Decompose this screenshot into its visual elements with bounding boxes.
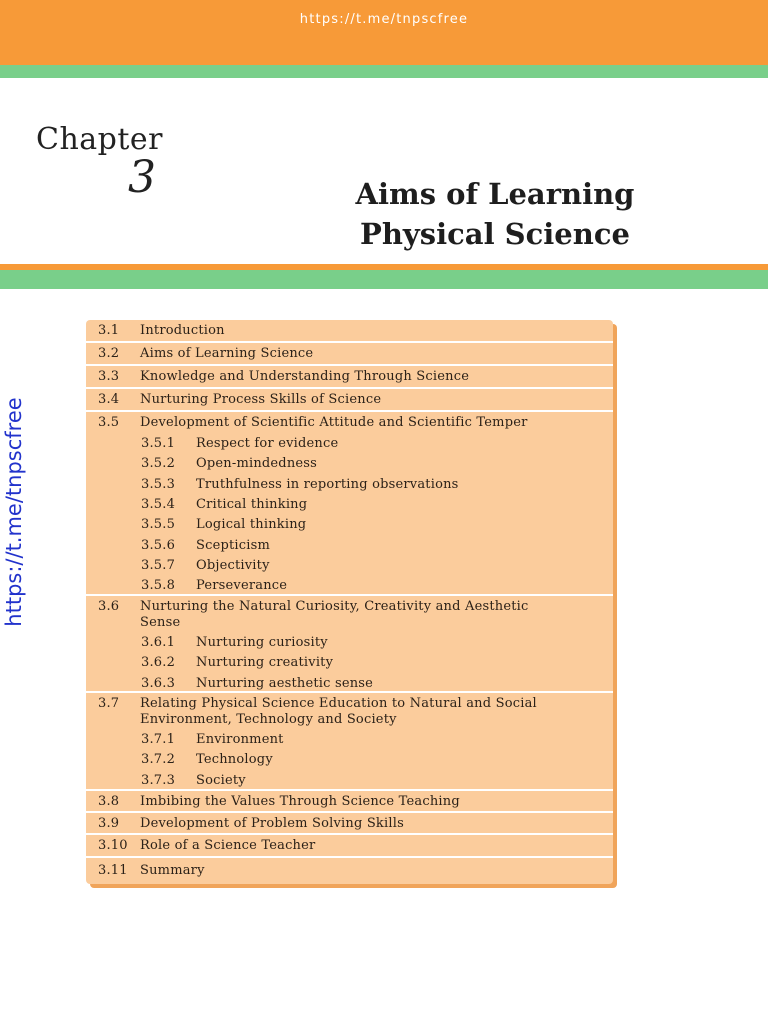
toc-entry-title: Development of Scientific Attitude and Scientific Temper [140,415,528,430]
toc-subentry-title: Technology [196,752,273,768]
toc-entry-number: 3.3 [98,369,120,384]
toc-entry-title: Role of a Science Teacher [140,838,316,853]
toc-section [86,366,613,389]
chapter-label: Chapter [36,122,164,157]
toc-subentry-title: Environment [196,732,284,747]
chapter-number: 3 [128,152,156,203]
toc-subentry-number: 3.5.3 [141,476,176,492]
toc-subentry-title: Nurturing creativity [196,655,334,671]
toc-section [86,320,613,343]
toc-subentry-title: Objectivity [196,557,270,573]
toc-section [86,389,613,412]
toc-subentry-number: 3.5.2 [141,456,176,472]
table-of-contents [86,320,613,884]
toc-section [86,835,613,858]
toc-entry-number: 3.7 [98,696,120,711]
toc-subentry-number: 3.5.6 [141,537,176,553]
toc-entry-title: Development of Problem Solving Skills [140,816,404,831]
toc-entry-title-line-2: Environment, Technology and Society [140,712,397,727]
toc-entry-title: Nurturing the Natural Curiosity, Creativity and Aesthetic [140,599,529,614]
toc-entry-number: 3.1 [98,323,120,338]
toc-subentry-number: 3.6.3 [141,675,176,691]
toc-subentry-title: Open-mindedness [196,456,318,472]
toc-entry-title: Aims of Learning Science [140,346,314,361]
toc-subentry-title: Nurturing aesthetic sense [196,675,374,691]
toc-subentry-title: Society [196,772,246,788]
toc-entry-title: Relating Physical Science Education to Natural and Social [140,696,537,711]
toc-entry-number: 3.6 [98,599,120,614]
top-green-stripe [0,65,768,78]
toc-entry-number: 3.9 [98,816,120,831]
toc-subentry-title: Truthfulness in reporting observations [196,476,459,492]
toc-subentry-title: Scepticism [196,537,271,553]
toc-subentry-number: 3.5.1 [141,436,176,451]
toc-subentry-number: 3.5.7 [141,557,176,573]
toc-entry-number: 3.11 [98,863,128,878]
header-url[interactable]: https://t.me/tnpscfree [299,12,469,27]
top-banner [0,0,768,65]
toc-entry-title: Summary [140,863,205,878]
toc-subentry-number: 3.7.3 [141,772,176,788]
toc-subentry-number: 3.7.1 [141,732,176,747]
chapter-title-line-2: Physical Science [360,217,630,251]
toc-entry-title: Introduction [140,323,225,338]
toc-entry-number: 3.2 [98,346,120,361]
toc-subentry-title: Critical thinking [196,496,308,512]
toc-entry-number: 3.5 [98,415,120,430]
toc-subentry-title: Respect for evidence [196,436,339,451]
title-band-green [0,270,768,289]
toc-subentry-number: 3.5.4 [141,496,176,512]
toc-section [86,813,613,835]
toc-subentry-title: Logical thinking [196,517,307,533]
chapter-title [340,174,650,254]
toc-subentry-number: 3.7.2 [141,752,176,768]
toc-entry-title: Knowledge and Understanding Through Science [140,369,470,384]
side-url[interactable]: https://t.me/tnpscfree [2,397,26,627]
toc-section [86,343,613,366]
toc-entry-number: 3.8 [98,794,120,809]
toc-section [86,791,613,813]
toc-section [86,412,613,596]
toc-section [86,693,613,791]
toc-entry-title-line-2: Sense [140,615,181,630]
toc-section [86,596,613,693]
toc-subentry-number: 3.6.1 [141,635,176,650]
toc-entry-number: 3.10 [98,838,128,853]
toc-section [86,858,613,884]
toc-subentry-number: 3.5.8 [141,578,176,594]
toc-subentry-number: 3.6.2 [141,655,176,671]
toc-subentry-title: Nurturing curiosity [196,635,328,650]
toc-entry-title: Imbibing the Values Through Science Teaching [140,794,460,809]
toc-entry-title: Nurturing Process Skills of Science [140,392,382,407]
toc-subentry-title: Perseverance [196,578,288,594]
toc-subentry-number: 3.5.5 [141,517,176,533]
toc-entry-number: 3.4 [98,392,120,407]
chapter-title-line-1: Aims of Learning [355,177,635,211]
